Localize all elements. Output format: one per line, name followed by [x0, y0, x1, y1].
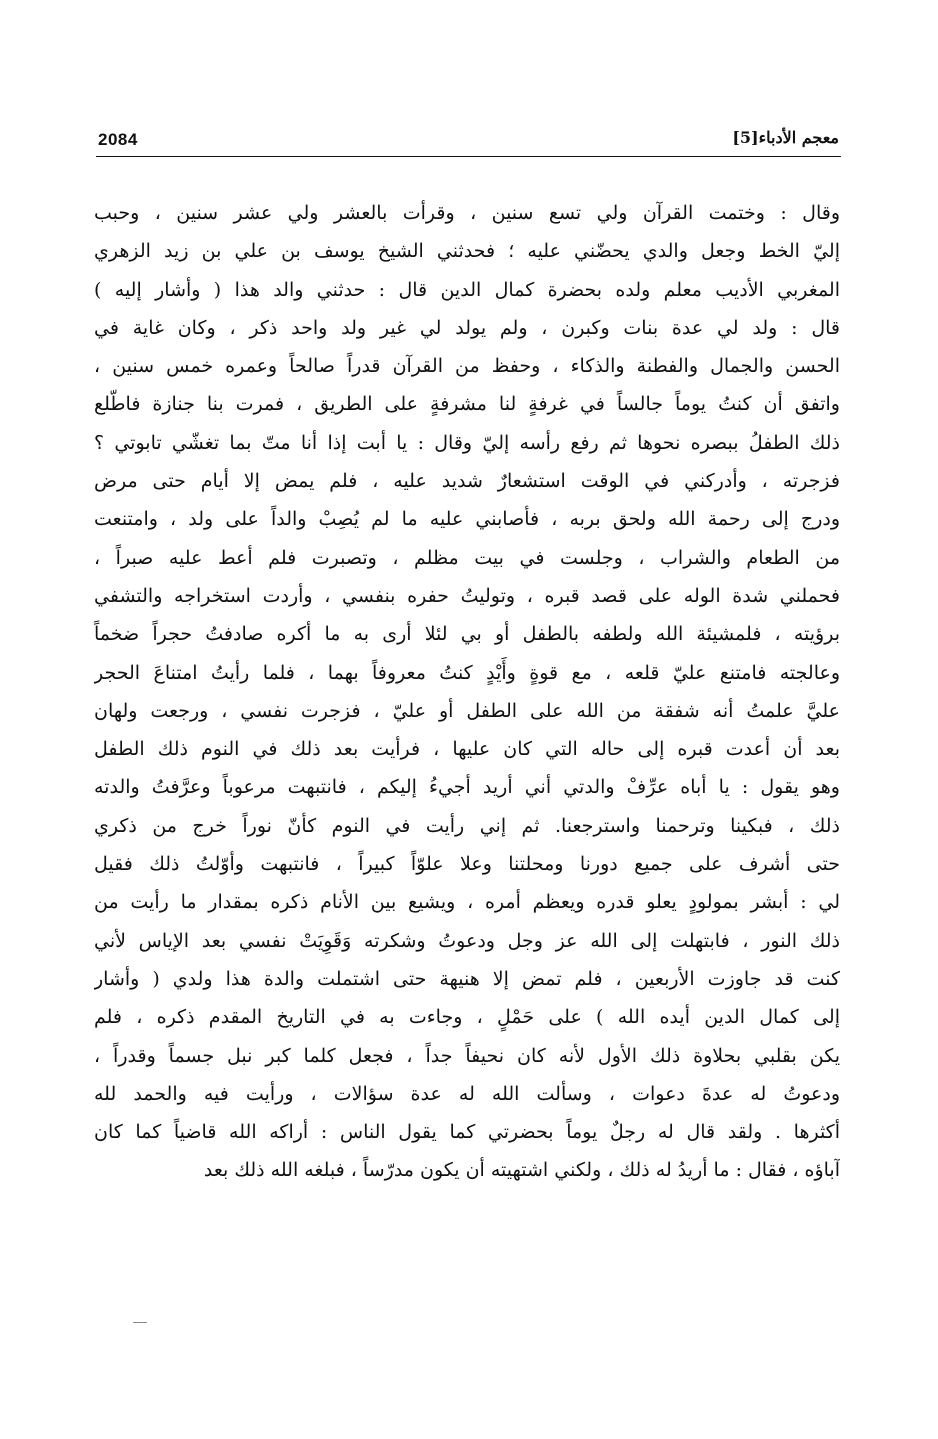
text-line: وقال : وختمت القرآن ولي تسع سنين ، وقرأت بالعشر ولي عشر سنين ، وحبب	[94, 202, 840, 224]
page-number: 2084	[98, 130, 138, 149]
text-line: آباؤه ، فقال : ما أريدُ له ذلك ، ولكني اشتهيته أن يكون مدرّساً ، فبلغه الله ذلك بعد	[203, 1159, 840, 1182]
text-line: عليَّ علمتُ أنه شفقة من الله على الطفل أو عليّ ، فزجرت نفسي ، ورجعت ولهان	[94, 699, 840, 722]
text-line: حتى أشرف على جميع دورنا ومحلتنا وعلا علوّاً كبيراً ، فانتبهت وأوّلتُ ذلك فقيل	[94, 853, 840, 876]
text-line: يكن بقلبي بحلاوة ذلك الأول لأنه كان نحيفاً جداً ، فجعل كلما كبر نبل جسماً وقدراً ،	[94, 1044, 840, 1067]
text-line: وعالجته فامتنع عليّ قلعه ، مع قوةٍ وأَيْدٍ كنتُ معروفاً بهما ، فلما رأيتُ امتناعَ الحجر	[94, 661, 840, 684]
page-header	[96, 118, 841, 158]
text-line: قال : ولد لي عدة بنات وكبرن ، ولم يولد لي غير ولد واحد ذكر ، وكان غاية في	[94, 316, 840, 339]
footer-mark	[133, 1322, 147, 1323]
text-line: إليّ الخط وجعل والدي يحضّني عليه ؛ فحدثني الشيخ يوسف بن علي بن زيد الزهري	[94, 240, 840, 263]
text-line: وهو يقول : يا أباه عرِّفْ والدتي أني أريد أجيءُ إليكم ، فانتبهت مرعوباً وعرَّفتُ والدته	[94, 776, 840, 799]
text-line: من الطعام والشراب ، وجلست في بيت مظلم ، وتصبرت فلم أعط عليه صبراً ،	[94, 546, 840, 569]
body-text	[94, 194, 840, 1190]
text-line: لي : أبشر بمولودٍ يعلو قدره ويعظم أمره ، ويشيع بين الأنام ذكره بمقدار ما رأيت من	[94, 891, 840, 914]
text-line: ودعوتُ له عدةَ دعوات ، وسألت الله له عدة سؤالات ، ورأيت فيه والحمد لله	[94, 1082, 840, 1105]
text-line: واتفق أن كنتُ يوماً جالساً في غرفةٍ لنا مشرفةٍ على الطريق ، فمرت بنا جنازة فاطّلع	[94, 393, 840, 416]
text-line: ذلك ، فبكينا وترحمنا واسترجعنا. ثم إني رأيت في النوم كأنّ نوراً خرج من ذكري	[94, 814, 840, 837]
text-line: الحسن والجمال والفطنة والذكاء ، وحفظ من القرآن قدراً صالحاً وعمره خمس سنين ،	[94, 355, 840, 378]
header-rule	[96, 156, 841, 157]
text-line: كنت قد جاوزت الأربعين ، فلم تمض إلا هنيهة حتى اشتملت والدة هذا ولدي ( وأشار	[94, 967, 840, 990]
text-line: برؤيته ، فلمشيئة الله ولطفه بالطفل أو بي لئلا أرى به ما أكره صادفتُ حجراً ضخماً	[94, 623, 840, 646]
text-line: فحملني شدة الوله على قصد قبره ، وتوليتُ حفره بنفسي ، وأردت استخراجه والتشفي	[94, 584, 840, 607]
text-line: ودرج إلى رحمة الله ولحق بربه ، فأصابني عليه ما لم يُصِبْ والداً على ولد ، وامتنعت	[94, 508, 840, 531]
text-line: إلى كمال الدين أيده الله ) على حَمْلٍ ، وجاءت به في التاريخ المقدم ذكره ، فلم	[94, 1006, 840, 1029]
text-line: المغربي الأديب معلم ولده بحضرة كمال الدين قال : حدثني والد هذا ( وأشار إليه )	[94, 278, 840, 301]
text-line: بعد أن أعدت قبره إلى حاله التي كان عليها ، فرأيت بعد ذلك في النوم ذلك الطفل	[94, 738, 840, 761]
running-title: معجم الأدباء[5]	[732, 128, 839, 147]
text-line: ذلك النور ، فابتهلت إلى الله عز وجل ودعوتُ وشكرته وَقَوِيَتْ نفسي بعد الإياس لأني	[94, 929, 840, 952]
text-line: أكثرها . ولقد قال له رجلٌ يوماً بحضرتي كما يقول الناس : أراكه الله قاضياً كما كان	[94, 1121, 840, 1144]
text-line: ذلك الطفلُ ببصره نحوها ثم رفع رأسه إليّ وقال : يا أبت إذا أنا متّ بما تغشّي تابوتي ؟	[94, 431, 840, 454]
text-line: فزجرته ، وأدركني في الوقت استشعارٌ شديد عليه ، فلم يمض إلا أيام حتى مرض	[94, 470, 840, 493]
